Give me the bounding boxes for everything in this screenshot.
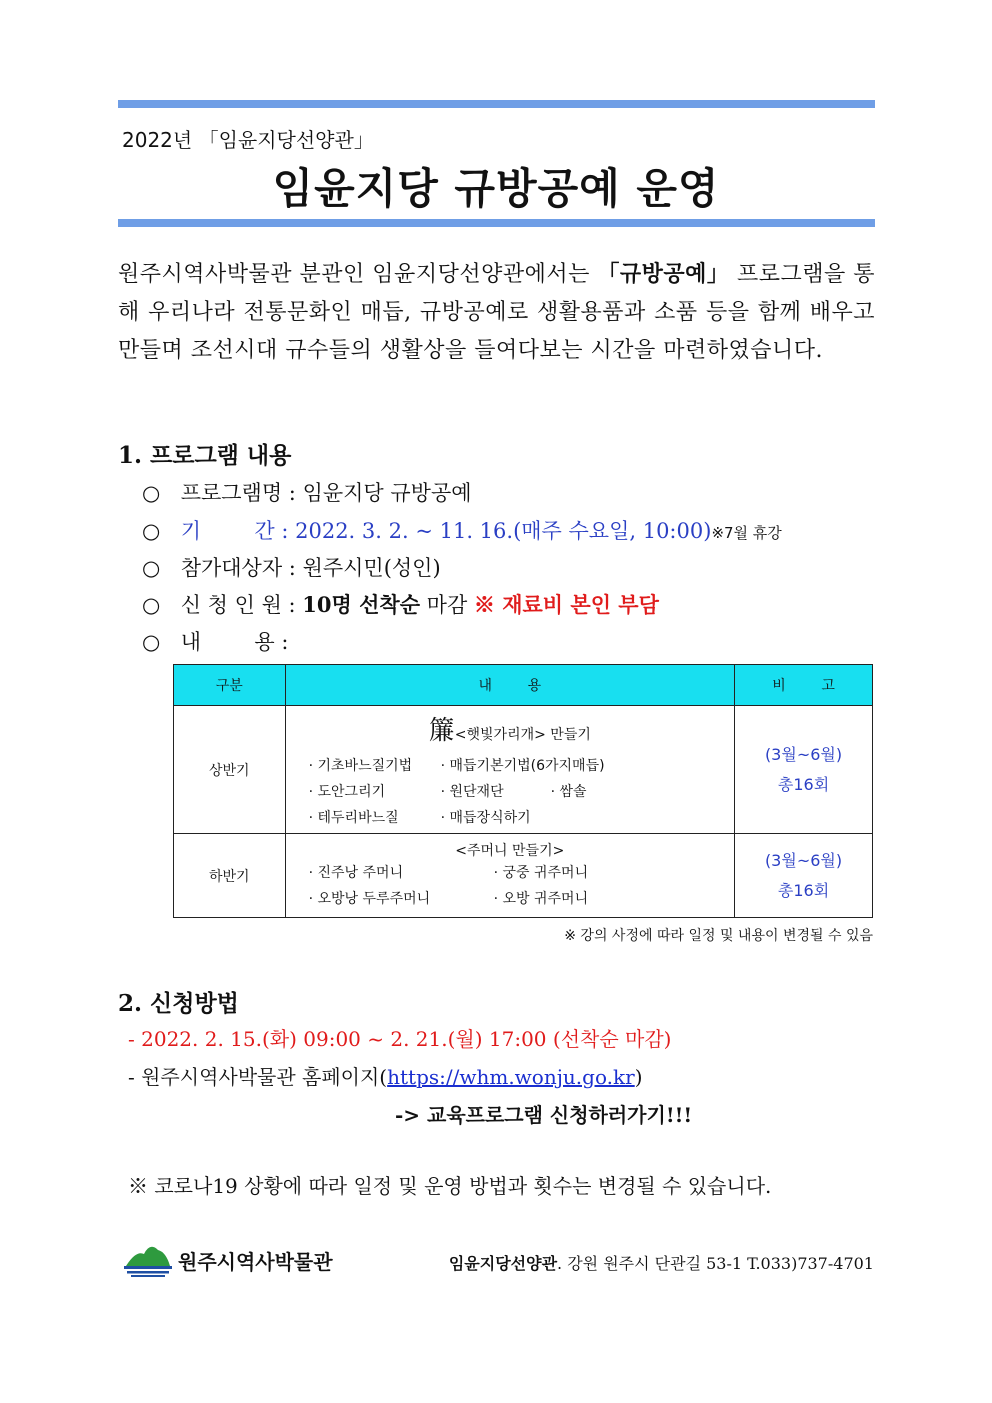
section-2-heading: 2. 신청방법 xyxy=(118,990,239,1017)
period-row xyxy=(142,515,782,545)
item: · 궁중 귀주머니 xyxy=(493,864,589,881)
target-value: 원주시민(성인) xyxy=(302,556,441,580)
bullet: ○ xyxy=(142,481,161,505)
table-row xyxy=(174,706,873,834)
intro-program-name: 「규방공예」 xyxy=(597,261,730,287)
museum-logo-icon xyxy=(122,1240,174,1282)
bullet: ○ xyxy=(142,556,161,580)
bullet: ○ xyxy=(142,630,161,654)
first-half-title xyxy=(287,710,733,747)
second-half-subtitle: <주머니 만들기> xyxy=(455,842,565,859)
content-second-half xyxy=(285,834,734,918)
header-content: 내 용 xyxy=(285,665,734,706)
table-note: ※ 강의 사정에 따라 일정 및 내용이 변경될 수 있음 xyxy=(564,928,873,944)
program-name-row xyxy=(142,477,472,507)
list-item xyxy=(309,886,733,912)
target-row xyxy=(142,552,441,582)
application-period: - 2022. 2. 15.(화) 09:00 ~ 2. 21.(월) 17:00 (선착순 마감) xyxy=(128,1027,672,1051)
bullet: ○ xyxy=(142,593,161,617)
capacity-value: 10명 선착순 xyxy=(302,592,420,617)
section-1-heading: 1. 프로그램 내용 xyxy=(118,442,292,469)
intro-text: 원주시역사박물관 분관인 임윤지당선양관에서는 xyxy=(118,262,598,287)
item: · 매듭기본기법(6가지매듭) xyxy=(440,758,605,774)
second-half-period: (3월~6월) xyxy=(764,850,843,870)
program-table xyxy=(173,664,873,918)
address-venue: 임윤지당선양관 xyxy=(448,1254,558,1273)
item: · 테두리바느질 xyxy=(308,810,399,826)
content-first-half xyxy=(285,706,734,834)
hanja-character: 簾 xyxy=(428,716,455,746)
target-label: 참가대상자 : xyxy=(180,556,296,580)
header-category: 구분 xyxy=(174,665,286,706)
period-note: ※7월 휴강 xyxy=(711,524,782,542)
item: · 오방낭 두루주머니 xyxy=(308,890,431,907)
first-half-period: (3월~6월) xyxy=(764,744,843,764)
item: · 오방 귀주머니 xyxy=(493,890,589,907)
bottom-accent-bar xyxy=(118,219,875,227)
museum-logo-text: 원주시역사박물관 xyxy=(178,1250,333,1274)
period-label: 기 간 : xyxy=(180,519,289,543)
top-accent-bar xyxy=(118,100,875,108)
homepage-prefix: - 원주시역사박물관 홈페이지( xyxy=(128,1065,388,1089)
category-second-half: 하반기 xyxy=(174,834,286,918)
period-value: 2022. 3. 2. ~ 11. 16.(매주 수요일, 10:00) xyxy=(295,519,712,543)
second-half-items xyxy=(287,860,733,912)
apply-link[interactable]: -> 교육프로그램 신청하러가기!!! xyxy=(395,1103,693,1127)
homepage-link[interactable]: https://whm.wonju.go.kr xyxy=(387,1065,635,1089)
capacity-rest: 마감 xyxy=(419,593,474,617)
first-half-items xyxy=(287,753,733,831)
table-header-row xyxy=(174,665,873,706)
capacity-row xyxy=(142,589,659,619)
address-detail: . 강원 원주시 단관길 53-1 T.033)737-4701 xyxy=(557,1254,874,1273)
footer-address xyxy=(449,1251,874,1274)
table-row xyxy=(174,834,873,918)
list-item xyxy=(309,753,733,779)
remarks-first-half xyxy=(735,706,873,834)
capacity-label: 신 청 인 원 : xyxy=(180,593,296,617)
program-name-label: 프로그램명 : xyxy=(180,481,296,505)
homepage-line xyxy=(128,1061,643,1090)
intro-text-rest: 프로그램을 통해 우리나라 전통문화인 매듭, 규방공예로 생활용품과 소품 등을 함께 배우고 만들며 조선시대 규수들의 생활상을 들여다보는 시간을 마련하였습니다. xyxy=(118,262,876,363)
item: · 쌈솔 xyxy=(550,784,587,800)
first-half-count: 총16회 xyxy=(777,774,830,794)
content-label: 내 용 : xyxy=(180,630,289,654)
remarks-second-half xyxy=(735,834,873,918)
program-name-value: 임윤지당 규방공예 xyxy=(302,481,472,505)
item: · 원단재단 xyxy=(440,784,504,800)
first-half-subtitle: <햇빛가리개> 만들기 xyxy=(454,727,591,743)
list-item xyxy=(309,805,733,831)
intro-paragraph xyxy=(118,255,875,370)
page-subtitle: 2022년 「임윤지당선양관」 xyxy=(122,128,374,152)
list-item xyxy=(309,860,733,886)
second-half-count: 총16회 xyxy=(777,880,830,900)
covid-note: ※ 코로나19 상황에 따라 일정 및 운영 방법과 횟수는 변경될 수 있습니다. xyxy=(128,1174,772,1198)
bullet: ○ xyxy=(142,519,161,543)
page-title: 임윤지당 규방공예 운영 xyxy=(272,164,720,213)
material-fee-warning: ※ 재료비 본인 부담 xyxy=(473,592,659,617)
item: · 기초바느질기법 xyxy=(308,758,413,774)
item: · 도안그리기 xyxy=(308,784,386,800)
category-first-half: 상반기 xyxy=(174,706,286,834)
homepage-suffix: ) xyxy=(634,1065,643,1089)
header-remarks: 비 고 xyxy=(735,665,873,706)
list-item xyxy=(309,779,733,805)
content-row xyxy=(142,626,288,656)
item: · 진주낭 주머니 xyxy=(308,864,404,881)
item: · 매듭장식하기 xyxy=(440,810,531,826)
